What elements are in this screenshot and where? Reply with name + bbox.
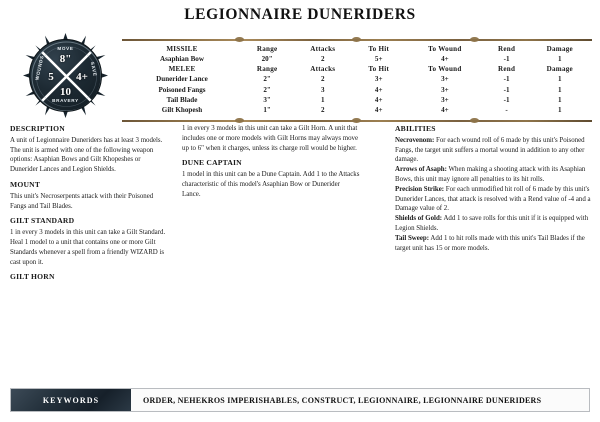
weapon-name: Poisoned Fangs	[158, 85, 206, 94]
page-title: LEGIONNAIRE DUNERIDERS	[184, 6, 416, 23]
weapons-section-header: MISSILE	[166, 44, 198, 53]
ability-text: For each wound roll of 6 made by this unit's Poisoned Fangs, the target unit suffers a mortal wound in addition to any other damage.	[395, 136, 585, 164]
weapons-column-header: To Wound	[428, 44, 462, 53]
ability-item	[395, 214, 592, 234]
gilt-standard-text: 1 in every 3 models in this unit can take a Gilt Standard. Heal 1 model to a unit that contains one or more Gilt Standards whenever a spell from a friendly WIZARD is cast upon it.	[10, 229, 166, 266]
weapon-rend: -1	[503, 75, 510, 84]
ability-item	[395, 165, 592, 185]
column-abilities	[395, 124, 592, 253]
weapon-to-hit: 5+	[374, 54, 383, 63]
weapons-column-header: Range	[256, 44, 278, 53]
wheel-move-value: 8"	[59, 53, 72, 65]
weapons-column-header: Rend	[498, 65, 516, 74]
weapon-damage: 1	[558, 54, 562, 63]
weapon-range: 1"	[263, 106, 271, 115]
weapons-column-header: Attacks	[310, 44, 336, 53]
keywords-values: ORDER, NEHEKROS IMPERISHABLES, CONSTRUCT, LEGIONNAIRE, LEGIONNAIRE DUNERIDERS	[143, 395, 542, 405]
ability-text: When making a shooting attack with its Asaphian Bows, this unit may ignore all penalties to its hit rolls.	[395, 166, 586, 183]
weapon-attacks: 3	[321, 85, 325, 94]
keywords-label: KEYWORDS	[42, 395, 100, 405]
weapons-column-header: Damage	[546, 44, 573, 53]
weapons-section-header-row	[122, 65, 592, 75]
weapon-to-hit: 4+	[374, 85, 383, 94]
keywords-bar	[10, 388, 590, 412]
weapon-to-hit: 4+	[374, 106, 383, 115]
wheel-wounds-value: 5	[48, 71, 54, 83]
weapons-column-header: Rend	[498, 44, 516, 53]
ornament-rule-top	[122, 36, 592, 43]
weapons-section-header: MELEE	[168, 65, 196, 74]
weapons-column-header: To Hit	[368, 65, 390, 74]
ability-name: Shields of Gold:	[395, 215, 443, 223]
ability-item	[395, 136, 592, 165]
weapon-to-wound: 3+	[441, 75, 449, 84]
ability-text: Add 1 to hit rolls made with this unit's Tail Blades if the target unit has 15 or more models.	[395, 234, 585, 252]
column-middle	[182, 124, 360, 200]
weapon-attacks: 2	[321, 106, 325, 115]
weapon-attacks: 2	[321, 54, 325, 63]
stat-wheel	[23, 33, 108, 118]
weapon-to-wound: 4+	[441, 106, 449, 115]
weapon-to-wound: 4+	[441, 54, 449, 63]
weapon-name: Gilt Khopesh	[161, 106, 203, 115]
weapon-to-wound: 3+	[441, 85, 449, 94]
column-left	[10, 124, 170, 284]
weapon-range: 2"	[263, 75, 271, 84]
ability-name: Necrovenom:	[395, 136, 435, 144]
ability-name: Precision Strike:	[395, 185, 445, 193]
weapon-row	[122, 85, 592, 95]
ability-item	[395, 234, 592, 254]
weapon-damage: 1	[558, 75, 562, 84]
gilt-horn-text: 1 in every 3 models in this unit can take a Gilt Horn. A unit that includes one or more models with Gilt Horns may always move up to 6" when it charges, unless its charge roll would be higher.	[182, 125, 359, 152]
ability-name: Tail Sweep:	[395, 234, 430, 242]
description-text: A unit of Legionnaire Duneriders has at least 3 models. The unit is armed with one of the following weapon options: Asaphian Bows and Gilt Khopeshes or Dunerider Lances and Legion Shields.	[10, 136, 163, 174]
weapon-to-hit: 4+	[374, 95, 383, 104]
weapon-name: Tail Blade	[166, 95, 198, 104]
weapons-column-header: Range	[256, 65, 278, 74]
mount-text: This unit's Necroserpents attack with their Poisoned Fangs and Tail Blades.	[10, 192, 154, 210]
abilities-list	[395, 136, 592, 254]
mount-heading: MOUNT	[10, 179, 41, 189]
weapon-damage: 1	[558, 85, 562, 94]
weapon-attacks: 2	[321, 75, 325, 84]
weapon-attacks: 1	[321, 95, 325, 104]
description-heading: DESCRIPTION	[10, 124, 65, 133]
abilities-heading: ABILITIES	[395, 124, 436, 133]
wheel-move-label: MOVE	[57, 46, 74, 51]
dune-captain-text: 1 model in this unit can be a Dune Captain. Add 1 to the Attacks characteristic of this model's Asaphian Bow or Dunerider Lance.	[182, 171, 360, 198]
weapon-to-hit: 3+	[374, 75, 383, 84]
body-columns	[10, 124, 592, 376]
weapon-rend: -1	[503, 85, 510, 94]
weapon-name: Dunerider Lance	[156, 75, 208, 84]
weapon-rend: -	[505, 106, 508, 115]
weapon-to-wound: 3+	[441, 95, 449, 104]
wheel-wounds-label: WOUNDS	[34, 54, 45, 81]
weapon-row	[122, 75, 592, 85]
weapon-damage: 1	[558, 95, 562, 104]
weapon-damage: 1	[558, 106, 562, 115]
title-bar	[0, 6, 600, 24]
keywords-label-box	[11, 389, 131, 411]
weapons-table-block	[122, 36, 592, 124]
weapon-rend: -1	[503, 95, 510, 104]
weapon-row	[122, 95, 592, 105]
weapons-column-header: Damage	[546, 65, 573, 74]
ornament-rule-bottom	[122, 117, 592, 124]
weapon-range: 20"	[261, 54, 273, 63]
wheel-bravery-label: BRAVERY	[52, 98, 79, 103]
weapons-table	[122, 44, 592, 116]
wheel-bravery-value: 10	[60, 86, 71, 98]
ability-item	[395, 185, 592, 214]
wheel-disc	[29, 39, 102, 112]
gilt-horn-heading: GILT HORN	[10, 272, 55, 282]
weapons-section-header-row	[122, 44, 592, 54]
weapon-name: Asaphian Bow	[160, 54, 204, 63]
dune-captain-heading: DUNE CAPTAIN	[182, 158, 242, 168]
wheel-save-label: SAVE	[89, 61, 98, 77]
ability-text: For each unmodified hit roll of 6 made by this unit's Dunerider Lances, that attack is resolved with a Rend value of -4 and a Damage value of 2.	[395, 185, 591, 213]
weapon-row	[122, 106, 592, 116]
weapon-rend: -1	[503, 54, 510, 63]
weapons-column-header: To Hit	[368, 44, 390, 53]
wheel-save-value: 4+	[76, 71, 88, 83]
weapon-row	[122, 54, 592, 64]
gilt-standard-heading: GILT STANDARD	[10, 216, 75, 226]
weapons-column-header: Attacks	[310, 65, 336, 74]
ability-text: Add 1 to save rolls for this unit if it is equipped with Legion Shields.	[395, 215, 589, 232]
weapon-range: 3"	[263, 95, 271, 104]
weapons-column-header: To Wound	[428, 65, 462, 74]
weapon-range: 2"	[263, 85, 271, 94]
ability-name: Arrows of Asaph:	[395, 166, 447, 174]
